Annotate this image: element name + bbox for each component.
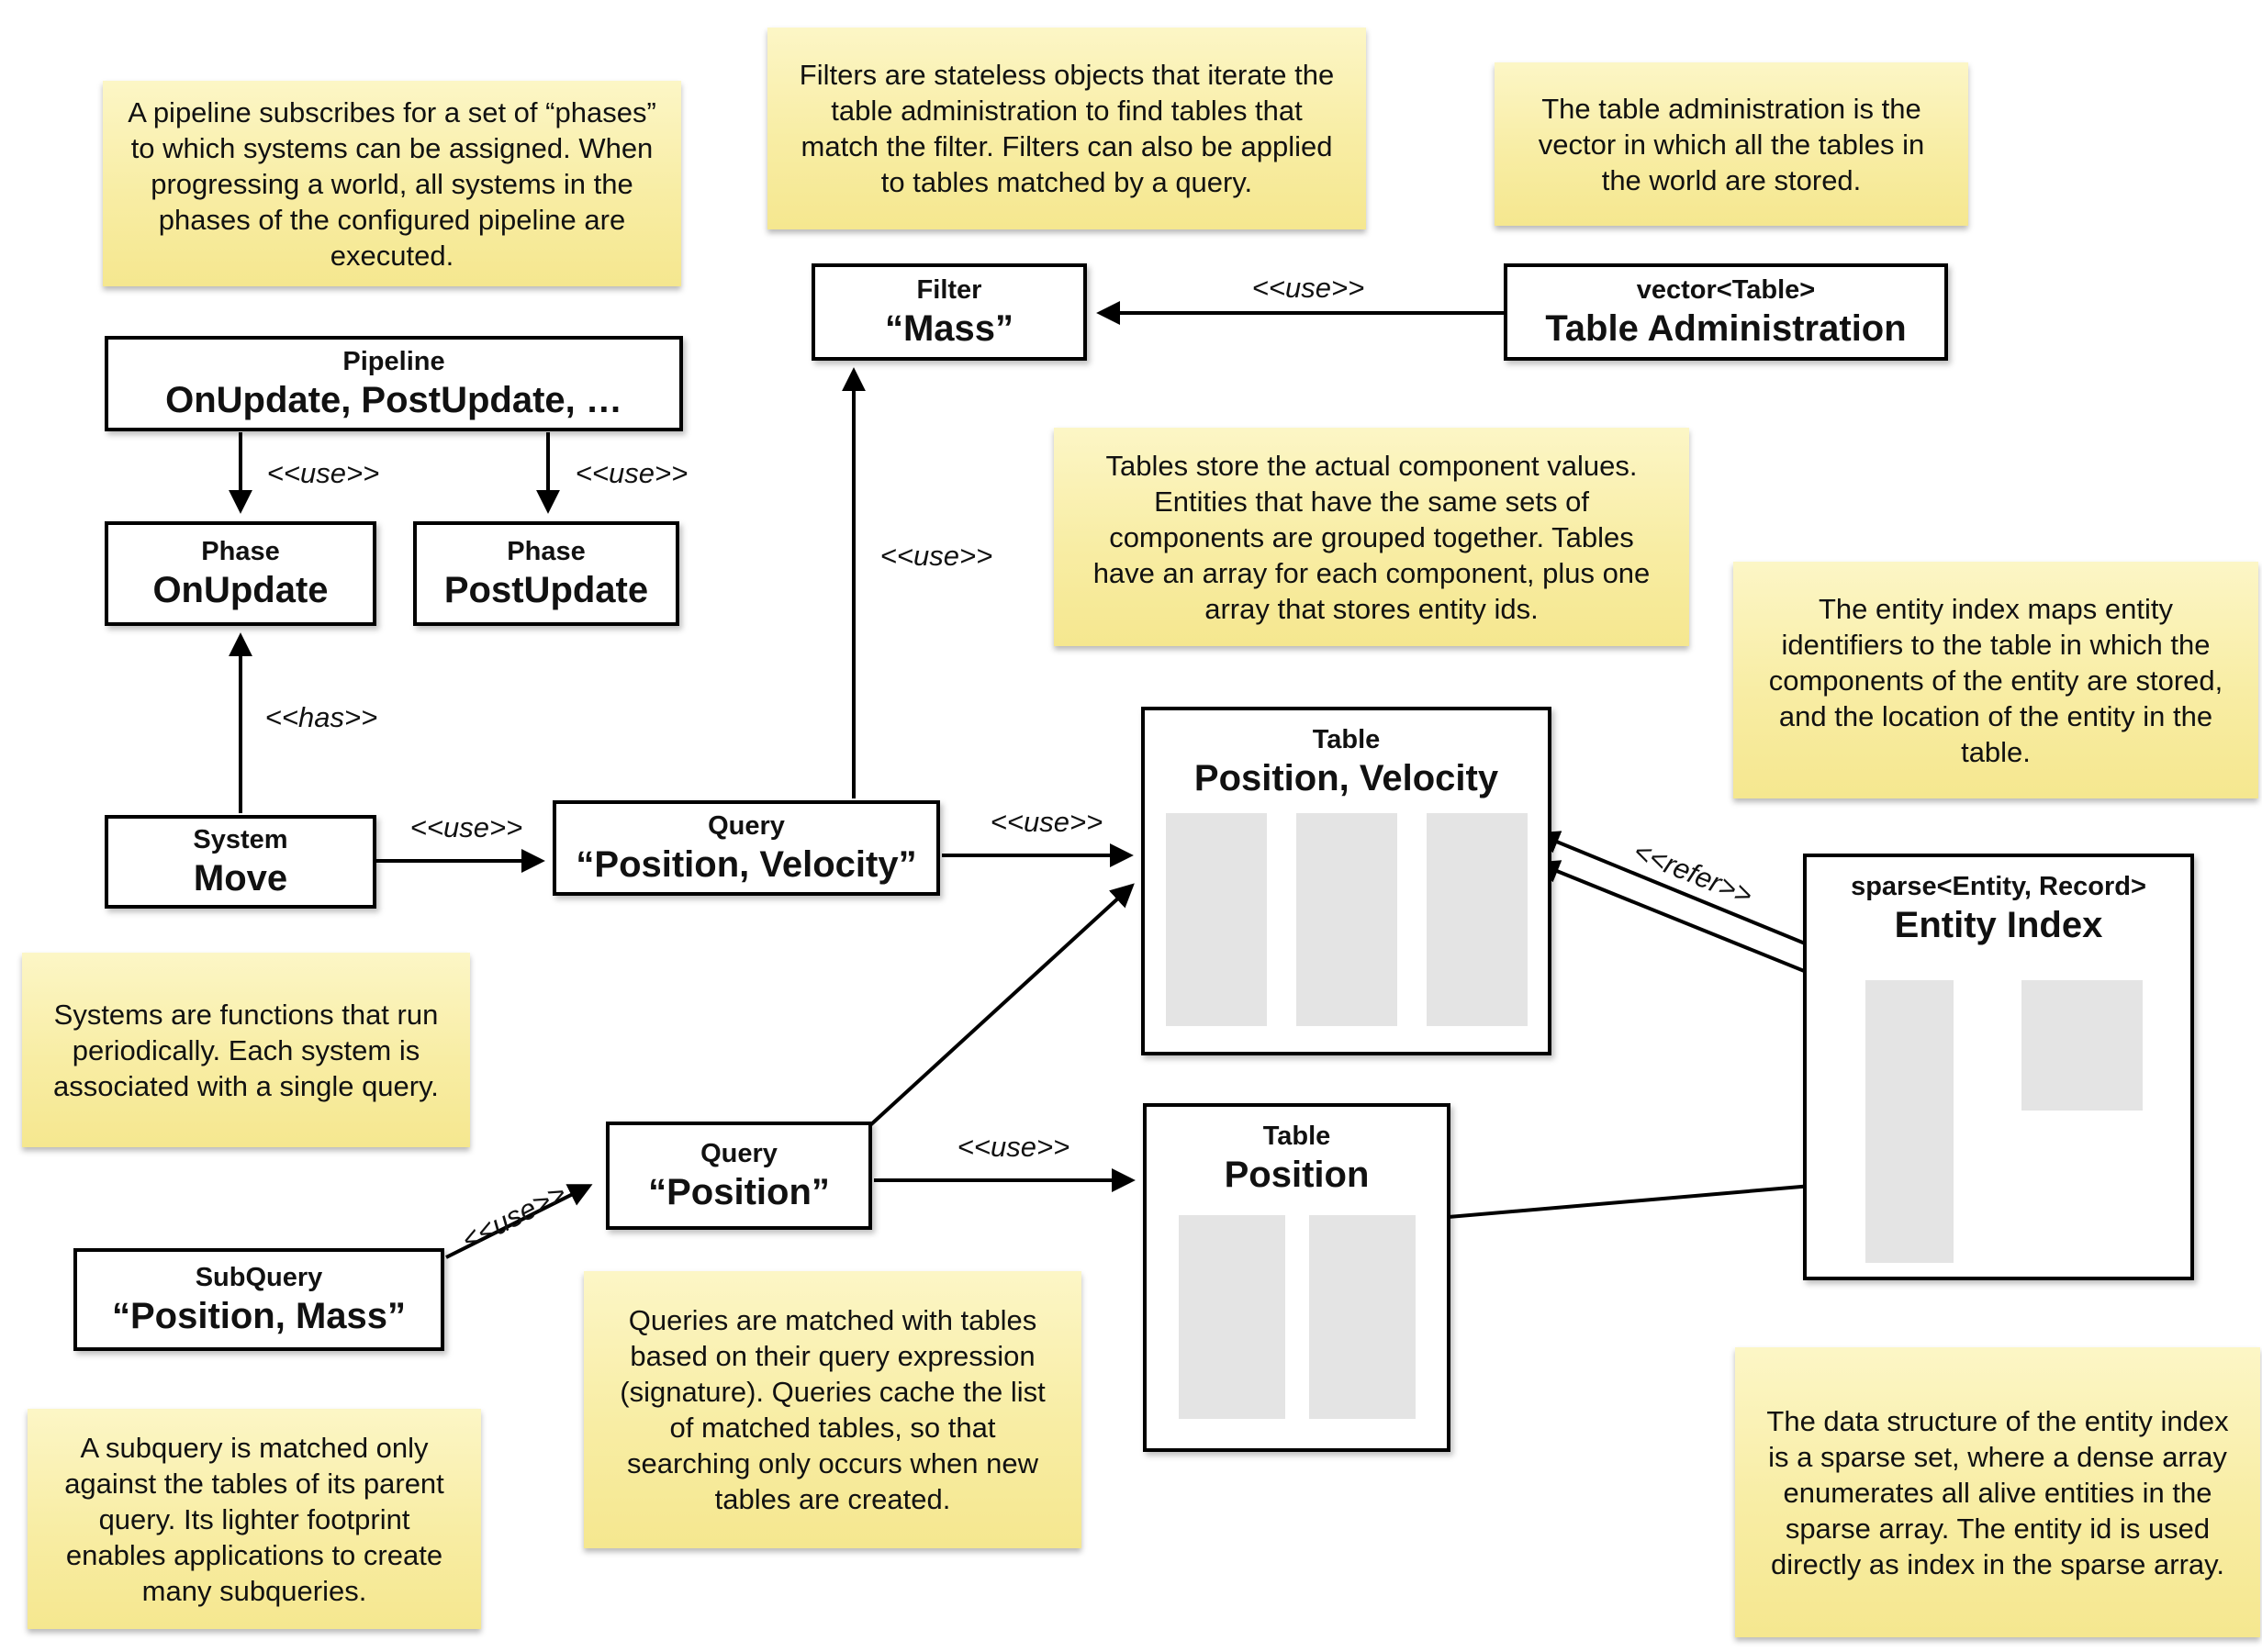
box-stereotype: Filter — [916, 275, 982, 305]
box-name: Entity Index — [1894, 905, 2103, 945]
component-array — [1296, 813, 1397, 1026]
note-queries: Queries are matched with tables based on their query expression (signature). Queries cache the list of matched tables, so that searching only occurs when new tables are created. — [584, 1271, 1081, 1548]
box-stereotype: vector<Table> — [1636, 275, 1816, 305]
note-systems: Systems are functions that run periodically. Each system is associated with a single query. — [22, 953, 470, 1147]
component-array — [1427, 813, 1528, 1026]
edge-label-pipeline-postupdate: <<use>> — [575, 457, 689, 489]
box-stereotype: Phase — [201, 537, 280, 566]
box-query-position — [606, 1122, 872, 1230]
box-stereotype: System — [193, 825, 288, 854]
box-phase-onupdate — [105, 521, 376, 626]
note-subquery: A subquery is matched only against the tables of its parent query. Its lighter footprint enables applications to create many subqueries. — [28, 1409, 481, 1629]
note-entity-index: The entity index maps entity identifiers to the table in which the components of the entity are stored, and the location of the entity in the table. — [1733, 562, 2258, 798]
box-stereotype: Table — [1312, 725, 1381, 754]
box-stereotype: Pipeline — [342, 347, 445, 376]
edge-label-subquery-query: <<use>> — [456, 1177, 572, 1256]
edge-label-entityindex-table: <<refer>> — [1629, 834, 1757, 912]
box-name: OnUpdate — [152, 570, 329, 610]
component-array — [1179, 1215, 1285, 1419]
box-name: “Position, Velocity” — [576, 844, 917, 885]
box-system-move — [105, 815, 376, 909]
note-sparse-set: The data structure of the entity index is a sparse set, where a dense array enumerates all alive entities in the sparse array. The entity id is used directly as index in the sparse array. — [1735, 1347, 2260, 1637]
edge-label-querypv-table: <<use>> — [990, 806, 1103, 838]
box-name: “Mass” — [884, 308, 1014, 349]
box-entity-index — [1803, 854, 2194, 1280]
edge-label-pipeline-onupdate: <<use>> — [266, 457, 380, 489]
box-name: Position — [1224, 1155, 1370, 1195]
sparse-array-rect — [1865, 980, 1954, 1263]
edge-label-system-phase: <<has>> — [264, 701, 378, 733]
dense-array-rect — [2021, 980, 2143, 1111]
box-stereotype: sparse<Entity, Record> — [1851, 872, 2146, 901]
component-array — [1309, 1215, 1416, 1419]
box-name: Table Administration — [1545, 308, 1907, 349]
note-table-administration: The table administration is the vector in which all the tables in the world are stored. — [1495, 62, 1968, 226]
box-stereotype: Query — [708, 811, 785, 841]
edge-label-admin-filter: <<use>> — [1251, 272, 1365, 304]
box-table-position-velocity — [1141, 707, 1551, 1055]
box-name: PostUpdate — [443, 570, 649, 610]
box-stereotype: Table — [1262, 1122, 1331, 1151]
note-tables: Tables store the actual component values. Entities that have the same sets of components are grouped together. Tables have an array for each component, plus one array that stores entity ids. — [1054, 428, 1689, 646]
box-name: Move — [193, 858, 288, 899]
box-name: Position, Velocity — [1193, 758, 1499, 798]
component-array — [1166, 813, 1267, 1026]
edge-label-queryp-table: <<use>> — [957, 1131, 1070, 1163]
note-pipeline: A pipeline subscribes for a set of “phases” to which systems can be assigned. When progressing a world, all systems in the phases of the configured pipeline are executed. — [103, 81, 681, 286]
box-stereotype: Query — [700, 1139, 778, 1168]
edge-label-system-query: <<use>> — [409, 811, 523, 843]
box-subquery-position-mass — [73, 1248, 444, 1351]
box-phase-postupdate — [413, 521, 679, 626]
note-filters: Filters are stateless objects that iterate the table administration to find tables that match the filter. Filters can also be applied to tables matched by a query. — [767, 28, 1366, 229]
box-stereotype: SubQuery — [195, 1263, 323, 1292]
box-name: OnUpdate, PostUpdate, … — [165, 380, 622, 420]
edge-label-query-filter: <<use>> — [879, 540, 993, 572]
box-filter-mass — [812, 263, 1087, 361]
box-query-position-velocity — [553, 800, 940, 896]
box-name: “Position, Mass” — [111, 1296, 407, 1336]
box-name: “Position” — [648, 1172, 830, 1212]
box-stereotype: Phase — [507, 537, 586, 566]
box-table-administration — [1504, 263, 1948, 361]
box-table-position — [1143, 1103, 1450, 1452]
box-pipeline — [105, 336, 683, 431]
